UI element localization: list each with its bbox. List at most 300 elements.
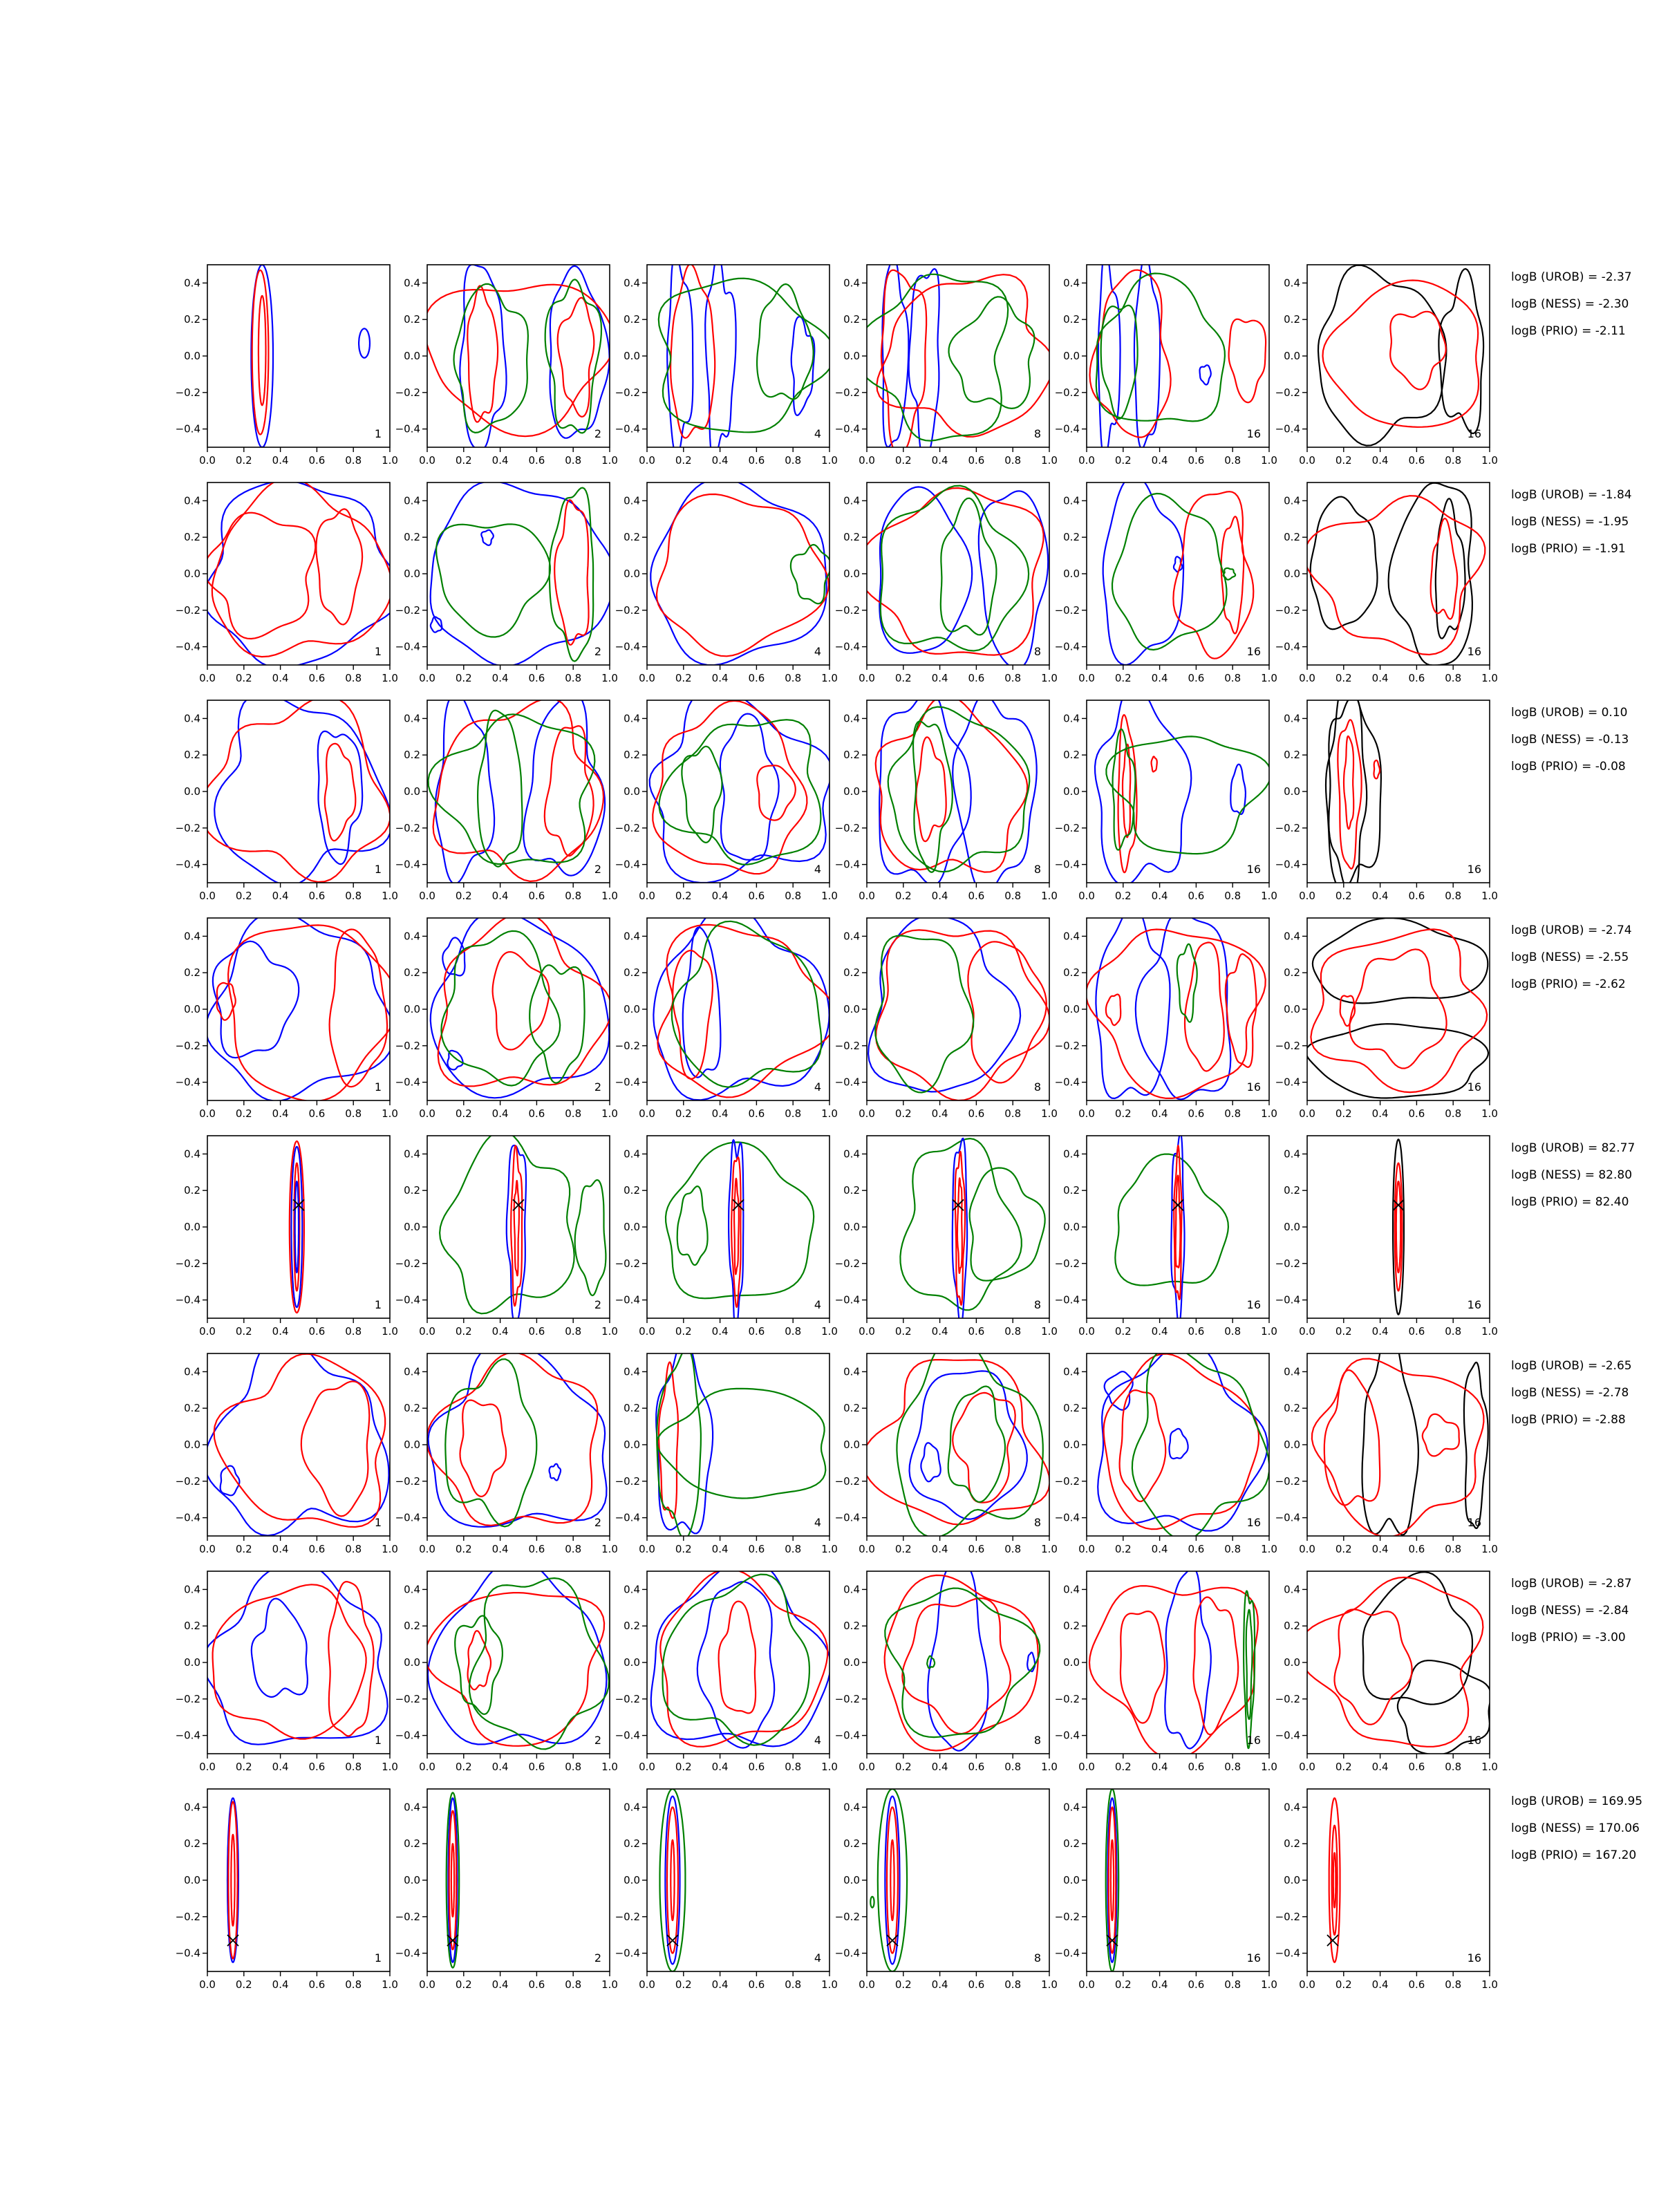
x-tick-label: 0.8 bbox=[1445, 1543, 1462, 1555]
x-tick-label: 0.6 bbox=[748, 890, 765, 902]
y-tick-label: 0.0 bbox=[184, 568, 200, 580]
y-tick-label: −0.2 bbox=[1054, 1039, 1080, 1052]
x-tick-label: 0.4 bbox=[931, 1543, 948, 1555]
x-tick-label: 0.8 bbox=[1004, 1325, 1022, 1338]
panel-label: 8 bbox=[1033, 645, 1041, 658]
axes-frame bbox=[647, 1353, 830, 1536]
panel-label: 4 bbox=[814, 1298, 821, 1311]
contour-red-3 bbox=[330, 930, 387, 1087]
x-tick-label: 0.2 bbox=[1335, 1325, 1352, 1338]
contour-red-4 bbox=[545, 726, 594, 856]
x-tick-label: 0.4 bbox=[272, 1978, 289, 1991]
x-tick-label: 0.0 bbox=[199, 672, 216, 684]
contour-group bbox=[203, 478, 401, 668]
y-tick-label: 0.0 bbox=[843, 350, 860, 362]
panel-label: 16 bbox=[1246, 1734, 1261, 1747]
x-tick-label: 1.0 bbox=[1481, 1325, 1498, 1338]
y-tick-label: 0.2 bbox=[624, 1620, 640, 1633]
x-tick-label: 0.8 bbox=[1445, 1107, 1462, 1120]
x-tick-label: 1.0 bbox=[601, 454, 618, 467]
contour-green-2 bbox=[677, 1186, 708, 1265]
x-tick-label: 0.8 bbox=[785, 1978, 802, 1991]
x-tick-label: 0.8 bbox=[785, 1325, 802, 1338]
y-tick-label: 0.2 bbox=[404, 1837, 420, 1850]
x-tick-label: 0.6 bbox=[528, 890, 545, 902]
x-tick-label: 0.2 bbox=[235, 1543, 252, 1555]
row-6-logb-prio: logB (PRIO) = -2.88 bbox=[1511, 1413, 1626, 1427]
x-tick-label: 0.6 bbox=[1408, 890, 1425, 902]
y-tick-label: −0.2 bbox=[1275, 1692, 1300, 1705]
y-tick-label: −0.4 bbox=[175, 1729, 200, 1742]
y-tick-label: −0.4 bbox=[1275, 1511, 1300, 1524]
axes-frame bbox=[867, 265, 1049, 447]
x-tick-label: 0.2 bbox=[1335, 1107, 1352, 1120]
contour-green-6 bbox=[682, 747, 722, 843]
x-tick-label: 0.8 bbox=[1224, 672, 1241, 684]
x-tick-label: 0.8 bbox=[1004, 1978, 1022, 1991]
x-tick-label: 0.2 bbox=[894, 1325, 912, 1338]
x-tick-label: 0.0 bbox=[639, 1325, 655, 1338]
y-tick-label: 0.4 bbox=[624, 1583, 640, 1596]
contour-red-5 bbox=[1152, 756, 1157, 771]
y-tick-label: 0.4 bbox=[184, 1365, 200, 1378]
x-tick-label: 0.0 bbox=[199, 890, 216, 902]
y-tick-label: 0.0 bbox=[843, 1438, 860, 1451]
x-tick-label: 0.8 bbox=[1224, 890, 1241, 902]
panel-label: 16 bbox=[1246, 645, 1261, 658]
y-tick-label: −0.4 bbox=[615, 1076, 640, 1089]
y-tick-label: 0.2 bbox=[843, 313, 860, 326]
y-tick-label: 0.2 bbox=[184, 531, 200, 544]
y-tick-label: 0.2 bbox=[184, 749, 200, 762]
y-tick-label: 0.4 bbox=[404, 1365, 420, 1378]
y-tick-label: 0.4 bbox=[843, 276, 860, 290]
x-tick-label: 1.0 bbox=[382, 454, 398, 467]
x-tick-label: 0.2 bbox=[675, 454, 692, 467]
x-tick-label: 1.0 bbox=[382, 1978, 398, 1991]
y-tick-label: 0.2 bbox=[404, 749, 420, 762]
contour-green-6 bbox=[1132, 1348, 1269, 1540]
x-tick-label: 1.0 bbox=[821, 1761, 838, 1773]
y-tick-label: 0.0 bbox=[1063, 350, 1080, 362]
x-tick-label: 0.2 bbox=[1114, 1543, 1132, 1555]
x-tick-label: 1.0 bbox=[601, 1978, 618, 1991]
contour-blue-1 bbox=[1098, 1342, 1268, 1531]
panel-label: 2 bbox=[594, 1080, 601, 1094]
y-tick-label: −0.2 bbox=[175, 821, 200, 834]
x-tick-label: 1.0 bbox=[601, 672, 618, 684]
x-tick-label: 0.6 bbox=[308, 1761, 326, 1773]
y-tick-label: 0.2 bbox=[184, 313, 200, 326]
y-tick-label: 0.4 bbox=[1284, 712, 1300, 725]
axes-frame bbox=[647, 1571, 830, 1754]
contour-group bbox=[1086, 906, 1266, 1100]
panel-label: 2 bbox=[594, 1951, 601, 1965]
y-tick-label: 0.0 bbox=[404, 1003, 420, 1015]
y-tick-label: −0.2 bbox=[175, 1692, 200, 1705]
axes-frame bbox=[1307, 1571, 1490, 1754]
row-8-logb-prio: logB (PRIO) = 167.20 bbox=[1511, 1848, 1637, 1862]
x-tick-label: 1.0 bbox=[1041, 454, 1058, 467]
contour-group bbox=[1318, 265, 1483, 446]
y-tick-label: 0.0 bbox=[624, 350, 640, 362]
x-tick-label: 1.0 bbox=[1261, 1978, 1277, 1991]
panel-r4-c6 bbox=[1275, 918, 1498, 1120]
x-tick-label: 0.6 bbox=[1188, 1978, 1205, 1991]
panel-label: 4 bbox=[814, 1080, 821, 1094]
contour-green-1 bbox=[878, 1789, 907, 1971]
x-tick-label: 1.0 bbox=[821, 454, 838, 467]
contour-green-6 bbox=[948, 1387, 1005, 1502]
x-tick-label: 0.2 bbox=[1335, 454, 1352, 467]
y-tick-label: 0.0 bbox=[404, 1221, 420, 1233]
x-tick-label: 0.0 bbox=[1078, 1543, 1095, 1555]
x-tick-label: 0.2 bbox=[675, 1107, 692, 1120]
x-tick-label: 0.2 bbox=[1335, 1543, 1352, 1555]
y-tick-label: −0.4 bbox=[834, 1729, 860, 1742]
x-tick-label: 0.0 bbox=[199, 1543, 216, 1555]
x-tick-label: 1.0 bbox=[1041, 890, 1058, 902]
x-tick-label: 0.6 bbox=[1188, 1325, 1205, 1338]
y-tick-label: 0.2 bbox=[843, 1837, 860, 1850]
x-tick-label: 0.0 bbox=[859, 1543, 875, 1555]
x-tick-label: 0.4 bbox=[1151, 1107, 1168, 1120]
y-tick-label: −0.2 bbox=[395, 1039, 420, 1052]
contour-group bbox=[1098, 1342, 1269, 1540]
contour-blue-3 bbox=[481, 530, 494, 545]
contour-group bbox=[653, 904, 836, 1100]
contour-group bbox=[290, 1141, 304, 1313]
contour-green-5 bbox=[949, 297, 1035, 409]
axes-frame bbox=[1087, 700, 1269, 883]
x-tick-label: 0.8 bbox=[345, 1107, 362, 1120]
contour-red-3 bbox=[1086, 930, 1266, 1098]
x-tick-label: 0.4 bbox=[1151, 890, 1168, 902]
x-tick-label: 0.0 bbox=[639, 1761, 655, 1773]
panel-r2-c4 bbox=[835, 482, 1058, 684]
y-tick-label: −0.2 bbox=[395, 821, 420, 834]
contour-blue-1 bbox=[879, 691, 971, 885]
y-tick-label: −0.4 bbox=[1275, 640, 1300, 653]
contour-blue-2 bbox=[1105, 1371, 1133, 1410]
y-tick-label: 0.0 bbox=[1284, 1221, 1300, 1233]
x-tick-label: 0.4 bbox=[491, 1761, 509, 1773]
panel-label: 16 bbox=[1467, 1734, 1481, 1747]
y-tick-label: −0.4 bbox=[615, 1947, 640, 1960]
y-tick-label: 0.2 bbox=[843, 1184, 860, 1197]
axes-frame bbox=[867, 482, 1049, 665]
y-tick-label: −0.2 bbox=[395, 1257, 420, 1270]
contour-red-3 bbox=[1396, 1181, 1400, 1273]
y-tick-label: 0.0 bbox=[1063, 1656, 1080, 1669]
contour-red-3 bbox=[1323, 281, 1479, 427]
y-tick-label: −0.4 bbox=[1054, 422, 1080, 435]
y-tick-label: −0.4 bbox=[1054, 1293, 1080, 1306]
x-tick-label: 0.0 bbox=[419, 672, 435, 684]
contour-red-4 bbox=[511, 1145, 522, 1306]
y-tick-label: −0.2 bbox=[175, 1910, 200, 1923]
x-tick-label: 0.2 bbox=[455, 1978, 472, 1991]
contour-green-4 bbox=[657, 1349, 701, 1539]
x-tick-label: 0.8 bbox=[785, 1107, 802, 1120]
panel-r5-c1 bbox=[176, 1136, 398, 1338]
panel-r5-c5 bbox=[1055, 1133, 1277, 1338]
y-tick-label: −0.2 bbox=[1054, 386, 1080, 399]
y-tick-label: −0.2 bbox=[1275, 1039, 1300, 1052]
panel-r2-c5 bbox=[1055, 476, 1277, 684]
contour-group bbox=[900, 1138, 1044, 1326]
y-tick-label: 0.0 bbox=[404, 785, 420, 798]
y-tick-label: −0.2 bbox=[395, 603, 420, 617]
y-tick-label: −0.4 bbox=[1275, 1729, 1300, 1742]
y-tick-label: 0.2 bbox=[1063, 1184, 1080, 1197]
contour-group bbox=[205, 1336, 389, 1536]
x-tick-label: 0.2 bbox=[1114, 672, 1132, 684]
y-tick-label: 0.0 bbox=[843, 1003, 860, 1015]
x-tick-label: 0.6 bbox=[1188, 454, 1205, 467]
y-tick-label: 0.4 bbox=[1284, 1365, 1300, 1378]
y-tick-label: 0.2 bbox=[184, 1837, 200, 1850]
contour-group bbox=[227, 1798, 238, 1962]
x-tick-label: 0.6 bbox=[748, 454, 765, 467]
contour-red-4 bbox=[1229, 319, 1266, 403]
contour-group bbox=[1090, 250, 1266, 459]
y-tick-label: −0.2 bbox=[615, 1692, 640, 1705]
x-tick-label: 0.2 bbox=[675, 672, 692, 684]
x-tick-label: 0.0 bbox=[199, 1978, 216, 1991]
x-tick-label: 1.0 bbox=[382, 672, 398, 684]
panel-label: 8 bbox=[1033, 1298, 1041, 1311]
panel-label: 16 bbox=[1467, 1080, 1481, 1094]
x-tick-label: 0.6 bbox=[1408, 1978, 1425, 1991]
y-tick-label: 0.4 bbox=[184, 1147, 200, 1161]
panel-r6-c1 bbox=[176, 1336, 398, 1555]
x-tick-label: 0.8 bbox=[345, 1761, 362, 1773]
x-tick-label: 0.2 bbox=[894, 672, 912, 684]
x-tick-label: 1.0 bbox=[382, 1761, 398, 1773]
y-tick-label: 0.4 bbox=[624, 930, 640, 943]
row-3-logb-prio: logB (PRIO) = -0.08 bbox=[1511, 760, 1626, 774]
panel-label: 4 bbox=[814, 1516, 821, 1529]
panel-label: 1 bbox=[374, 1516, 382, 1529]
x-tick-label: 0.2 bbox=[1335, 1978, 1352, 1991]
y-tick-label: 0.4 bbox=[404, 712, 420, 725]
panel-r4-c3 bbox=[615, 904, 838, 1120]
y-tick-label: 0.4 bbox=[1284, 494, 1300, 507]
contour-red-3 bbox=[863, 1360, 1050, 1524]
contour-green-5 bbox=[672, 921, 822, 1087]
axes-frame bbox=[1307, 918, 1490, 1100]
y-tick-label: 0.2 bbox=[404, 966, 420, 980]
y-tick-label: 0.0 bbox=[184, 1003, 200, 1015]
x-tick-label: 0.0 bbox=[859, 1978, 875, 1991]
contour-blue-3 bbox=[1200, 365, 1211, 384]
contour-green-5 bbox=[445, 1359, 536, 1526]
axes-frame bbox=[647, 265, 830, 447]
x-tick-label: 0.2 bbox=[455, 1543, 472, 1555]
y-tick-label: −0.4 bbox=[175, 1293, 200, 1306]
axes-frame bbox=[867, 918, 1049, 1100]
x-tick-label: 0.2 bbox=[235, 1107, 252, 1120]
x-tick-label: 0.8 bbox=[1445, 454, 1462, 467]
x-tick-label: 0.6 bbox=[1188, 1107, 1205, 1120]
axes-frame bbox=[207, 918, 390, 1100]
x-tick-label: 0.6 bbox=[528, 1978, 545, 1991]
x-tick-label: 0.6 bbox=[748, 1325, 765, 1338]
contour-group bbox=[1298, 1572, 1491, 1754]
y-tick-label: −0.2 bbox=[175, 1257, 200, 1270]
x-tick-label: 0.8 bbox=[565, 1325, 582, 1338]
contour-group bbox=[447, 1792, 460, 1967]
contour-red-6 bbox=[1106, 995, 1121, 1026]
y-tick-label: −0.2 bbox=[175, 386, 200, 399]
contour-green-1 bbox=[900, 1138, 1021, 1310]
x-tick-label: 0.6 bbox=[968, 1543, 985, 1555]
contour-blue-1 bbox=[650, 687, 832, 883]
x-tick-label: 0.6 bbox=[748, 672, 765, 684]
panel-r4-c5 bbox=[1055, 906, 1277, 1120]
y-tick-label: 0.4 bbox=[624, 712, 640, 725]
y-tick-label: −0.4 bbox=[395, 422, 420, 435]
y-tick-label: 0.2 bbox=[843, 531, 860, 544]
y-tick-label: 0.0 bbox=[624, 568, 640, 580]
y-tick-label: −0.2 bbox=[1275, 603, 1300, 617]
x-tick-label: 0.6 bbox=[308, 454, 326, 467]
x-tick-label: 0.6 bbox=[1188, 672, 1205, 684]
contour-black-1 bbox=[1313, 918, 1488, 1003]
y-tick-label: −0.4 bbox=[395, 1293, 420, 1306]
y-tick-label: 0.0 bbox=[1284, 1438, 1300, 1451]
y-tick-label: −0.4 bbox=[395, 1729, 420, 1742]
y-tick-label: −0.4 bbox=[615, 1511, 640, 1524]
panel-r6-c3 bbox=[615, 1340, 838, 1555]
x-tick-label: 1.0 bbox=[1041, 672, 1058, 684]
panel-label: 8 bbox=[1033, 863, 1041, 876]
x-tick-label: 0.2 bbox=[1114, 1761, 1132, 1773]
x-tick-label: 0.0 bbox=[1299, 1543, 1315, 1555]
x-tick-label: 0.2 bbox=[675, 890, 692, 902]
y-tick-label: 0.0 bbox=[1063, 1874, 1080, 1886]
contour-green-1 bbox=[660, 1789, 686, 1971]
contour-green-5 bbox=[1112, 494, 1227, 650]
y-tick-label: 0.2 bbox=[184, 1402, 200, 1415]
x-tick-label: 0.0 bbox=[859, 454, 875, 467]
contour-blue-1 bbox=[928, 1561, 988, 1751]
x-tick-label: 0.4 bbox=[1371, 890, 1389, 902]
y-tick-label: −0.2 bbox=[615, 1039, 640, 1052]
x-tick-label: 0.8 bbox=[565, 1978, 582, 1991]
x-tick-label: 0.4 bbox=[1371, 1543, 1389, 1555]
x-tick-label: 0.4 bbox=[1151, 1978, 1168, 1991]
contour-red-4 bbox=[1423, 1414, 1459, 1456]
panel-label: 8 bbox=[1033, 1951, 1041, 1965]
contour-red-2 bbox=[204, 513, 315, 639]
y-tick-label: 0.4 bbox=[404, 1801, 420, 1814]
mode-marker bbox=[447, 1935, 458, 1946]
contour-blue-4 bbox=[295, 1181, 299, 1273]
x-tick-label: 0.0 bbox=[1299, 890, 1315, 902]
y-tick-label: 0.2 bbox=[843, 1620, 860, 1633]
contour-red-2 bbox=[425, 1593, 604, 1746]
y-tick-label: −0.2 bbox=[1275, 1257, 1300, 1270]
panel-r8-c4 bbox=[835, 1789, 1058, 1991]
panel-label: 1 bbox=[374, 1734, 382, 1747]
x-tick-label: 0.6 bbox=[308, 1325, 326, 1338]
panel-r3-c3 bbox=[615, 687, 838, 902]
panel-r1-c3 bbox=[615, 253, 838, 467]
x-tick-label: 1.0 bbox=[1481, 1978, 1498, 1991]
axes-frame bbox=[1087, 1353, 1269, 1536]
row-6-logb-urob: logB (UROB) = -2.65 bbox=[1511, 1359, 1632, 1373]
contour-group bbox=[431, 911, 612, 1098]
y-tick-label: −0.4 bbox=[395, 858, 420, 871]
panel-r8-c5 bbox=[1055, 1789, 1277, 1991]
y-tick-label: 0.4 bbox=[624, 1801, 640, 1814]
contour-red-4 bbox=[1111, 1840, 1114, 1920]
axes-frame bbox=[867, 1353, 1049, 1536]
x-tick-label: 0.4 bbox=[272, 1107, 289, 1120]
y-tick-label: −0.4 bbox=[1275, 1076, 1300, 1089]
contour-red-3 bbox=[231, 1835, 234, 1926]
contour-group bbox=[876, 691, 1037, 894]
contour-blue-1 bbox=[203, 1563, 388, 1745]
y-tick-label: 0.0 bbox=[184, 1438, 200, 1451]
x-tick-label: 1.0 bbox=[821, 1543, 838, 1555]
x-tick-label: 0.8 bbox=[345, 890, 362, 902]
contour-blue-1 bbox=[910, 1371, 1027, 1519]
contour-blue-2 bbox=[359, 328, 370, 357]
x-tick-label: 0.4 bbox=[1371, 1978, 1389, 1991]
y-tick-label: 0.4 bbox=[1063, 1147, 1080, 1161]
row-3-logb-ness: logB (NESS) = -0.13 bbox=[1511, 733, 1629, 747]
x-tick-label: 0.6 bbox=[308, 1107, 326, 1120]
y-tick-label: −0.4 bbox=[175, 640, 200, 653]
contour-group bbox=[660, 1789, 686, 1971]
y-tick-label: −0.2 bbox=[1054, 1474, 1080, 1488]
y-tick-label: 0.2 bbox=[843, 966, 860, 980]
y-tick-label: 0.2 bbox=[404, 1620, 420, 1633]
row-5-logb-prio: logB (PRIO) = 82.40 bbox=[1511, 1195, 1629, 1209]
contour-red-3 bbox=[1312, 1359, 1483, 1537]
y-tick-label: 0.2 bbox=[1284, 1184, 1300, 1197]
row-8-logb-ness: logB (NESS) = 170.06 bbox=[1511, 1821, 1640, 1835]
contour-red-4 bbox=[671, 1840, 674, 1920]
contour-blue-1 bbox=[435, 693, 494, 883]
contour-green-5 bbox=[659, 720, 821, 865]
x-tick-label: 0.6 bbox=[528, 1107, 545, 1120]
contour-red-3 bbox=[1109, 1807, 1116, 1953]
panel-r2-c1 bbox=[176, 478, 401, 684]
x-tick-label: 0.8 bbox=[1445, 672, 1462, 684]
panel-r7-c3 bbox=[615, 1559, 838, 1773]
panel-r8-c2 bbox=[395, 1789, 618, 1991]
x-tick-label: 0.8 bbox=[565, 454, 582, 467]
contour-group bbox=[1306, 918, 1488, 1098]
x-tick-label: 1.0 bbox=[1261, 672, 1277, 684]
x-tick-label: 0.0 bbox=[1078, 890, 1095, 902]
x-tick-label: 0.0 bbox=[1299, 672, 1315, 684]
panel-label: 2 bbox=[594, 863, 601, 876]
x-tick-label: 0.4 bbox=[931, 1978, 948, 1991]
contour-blue-2 bbox=[921, 1443, 940, 1481]
contour-blue-2 bbox=[683, 927, 721, 1077]
y-tick-label: 0.4 bbox=[404, 276, 420, 290]
x-tick-label: 0.8 bbox=[1004, 1543, 1022, 1555]
y-tick-label: −0.2 bbox=[395, 1474, 420, 1488]
x-tick-label: 1.0 bbox=[1261, 1107, 1277, 1120]
y-tick-label: 0.2 bbox=[404, 313, 420, 326]
x-tick-label: 1.0 bbox=[382, 1325, 398, 1338]
